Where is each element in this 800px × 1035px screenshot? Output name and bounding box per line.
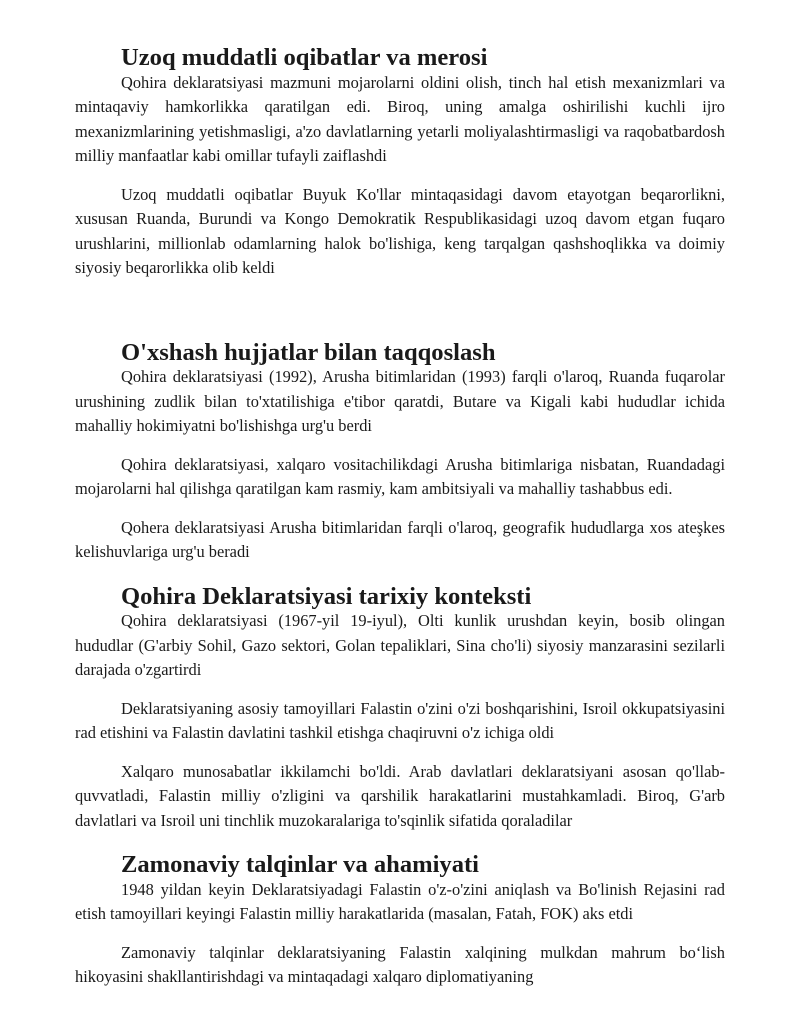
- paragraph: Deklaratsiyaning asosiy tamoyillari Falastin o'zini o'zi boshqarishini, Isroil okkupatsiyasini rad etishini va Falastin davlatini tashkil etishga chaqiruvni o'z ichiga oldi: [75, 698, 725, 742]
- paragraph: 1948 yildan keyin Deklaratsiyadagi Falastin o'z-o'zini aniqlash va Bo'linish Rejasini rad etish tamoyillari keyingi Falastin milliy harakatlarida (masalan, Fatah, FOK) aks etdi: [75, 879, 725, 923]
- paragraph: Qohira deklaratsiyasi, xalqaro vositachilikdagi Arusha bitimlariga nisbatan, Ruandadagi mojarolarni hal qilishga qaratilgan kam rasmiy, kam ambitsiyali va mahalliy tashabbus edi.: [75, 454, 725, 498]
- paragraph: Qohira deklaratsiyasi mazmuni mojarolarni oldini olish, tinch hal etish mexanizmlari va mintaqaviy hamkorlikka qaratilgan edi. Biroq, uning amalga oshirilishi kuchli ijro mexanizmlarining yetishmasligi, a'zo davlatlarning yetarli moliyalashtirmasligi va raqobatbardosh milliy manfaatlar kabi omillar tufayli zaiflashdi: [75, 72, 725, 165]
- document-page: [75, 46, 725, 990]
- section-heading-long-term-consequences: Uzoq muddatli oqibatlar va merosi: [121, 44, 488, 71]
- paragraph: Qohira deklaratsiyasi (1992), Arusha bitimlaridan (1993) farqli o'laroq, Ruanda fuqarolar urushining zudlik bilan to'xtatilishiga e'tibor qaratdi, Butare va Kigali kabi hududlar ichida mahalliy hokimiyatni bo'lishishga urg'u berdi: [75, 367, 725, 435]
- section-heading-comparison: O'xshash hujjatlar bilan taqqoslash: [121, 338, 496, 366]
- paragraph: Qohera deklaratsiyasi Arusha bitimlaridan farqli o'laroq, geografik hududlarga xos ateşkes kelishuvlariga urg'u beradi: [75, 517, 725, 561]
- paragraph: Qohira deklaratsiyasi (1967-yil 19-iyul), Olti kunlik urushdan keyin, bosib olingan hududlar (G'arbiy Sohil, Gazo sektori, Golan tepaliklari, Sina cho'li) siyosiy manzarasini sezilarli darajada o'zgartirdi: [75, 611, 725, 679]
- paragraph: Xalqaro munosabatlar ikkilamchi bo'ldi. Arab davlatlari deklaratsiyani asosan qo'llab-quvvatladi, Falastin milliy o'zligini va qarshilik harakatlarini mustahkamladi. Biroq, G'arb davlatlari va Isroil uni tinchlik muzokaralariga to'sqinlik sifatida qoraladilar: [75, 761, 725, 830]
- section-heading-modern-interpretations: Zamonaviy talqinlar va ahamiyati: [121, 851, 480, 878]
- section-heading-historical-context: Qohira Deklaratsiyasi tarixiy konteksti: [121, 582, 532, 610]
- paragraph: Uzoq muddatli oqibatlar Buyuk Ko'llar mintaqasidagi davom etayotgan beqarorlikni, xususan Ruanda, Burundi va Kongo Demokratik Respublikasidagi uzoq davom etgan fuqaro urushlarini, millionlab odamlarning halok bo'lishiga, keng tarqalgan qashshoqlikka va doimiy siyosiy beqarorlikka olib keldi: [75, 184, 725, 277]
- paragraph: Zamonaviy talqinlar deklaratsiyaning Falastin xalqining mulkdan mahrum bo‘lish hikoyasini shakllantirishdagi va mintaqadagi xalqaro diplomatiyaning: [75, 942, 725, 986]
